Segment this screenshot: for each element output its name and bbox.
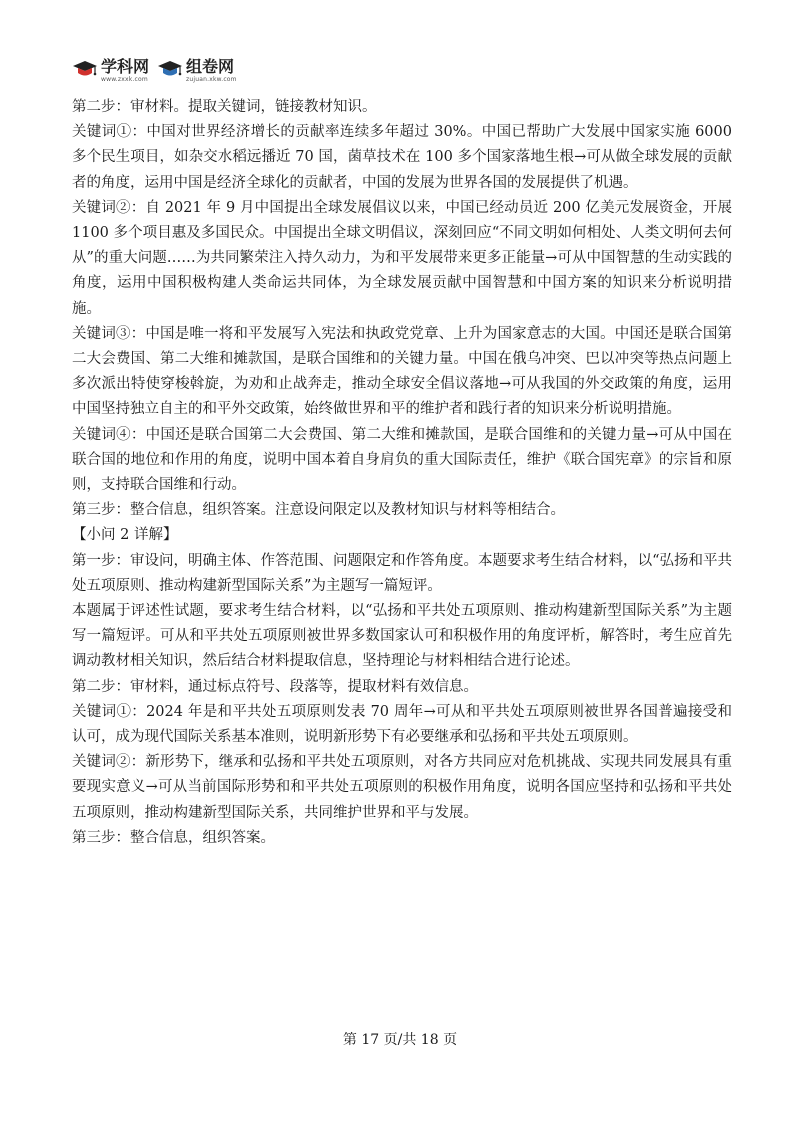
logo-name: 组卷网	[186, 57, 235, 76]
logo-xuekewang	[72, 58, 149, 83]
paragraph: 第三步：整合信息，组织答案。注意设问限定以及教材知识与材料等相结合。	[72, 502, 565, 519]
paragraph: 关键词③：中国是唯一将和平发展写入宪法和执政党党章、上升为国家意志的大国。中国还是联合国第二大会费国、第二大维和摊款国，是联合国维和的关键力量。中国在俄乌冲突、巴以冲突等热点问题上多次派出特使穿梭斡旋，为劝和止战奔走，推动全球安全倡议落地→可从我国的外交政策的角度，运用中国坚持独立自主的和平外交政策，始终做世界和平的维护者和践行者的知识来分析说明措施。	[72, 325, 732, 418]
paragraph: 第一步：审设问，明确主体、作答范围、问题限定和作答角度。本题要求考生结合材料，以“弘扬和平共处五项原则、推动构建新型国际关系”为主题写一篇短评。	[72, 552, 732, 594]
paragraph: 关键词④：中国还是联合国第二大会费国、第二大维和摊款国，是联合国维和的关键力量→可从中国在联合国的地位和作用的角度，说明中国本着自身肩负的重大国际责任，维护《联合国宪章》的宗旨和原则，支持联合国维和行动。	[72, 426, 732, 494]
paragraph: 关键词①：2024 年是和平共处五项原则发表 70 周年→可从和平共处五项原则被世界各国普遍接受和认可，成为现代国际关系基本准则，说明新形势下有必要继承和弘扬和平共处五项原则。	[72, 703, 732, 746]
paragraph: 关键词①：中国对世界经济增长的贡献率连续多年超过 30%。中国已帮助广大发展中国家实施 6000 多个民生项目，如杂交水稻远播近 70 国，菌草技术在 100 多个国家落地生根→可从做全球发展的贡献者的角度，运用中国是经济全球化的贡献者，中国的发展为世界各国的发展提供了机遇。	[72, 124, 732, 191]
logo-url: www.zxxk.com	[101, 76, 148, 83]
document-body	[72, 95, 732, 851]
graduation-cap-icon	[157, 58, 183, 82]
logo-name: 学科网	[101, 57, 150, 76]
graduation-cap-icon	[72, 58, 98, 82]
header-logos	[72, 58, 237, 92]
logo-url: zujuan.xkw.com	[186, 76, 237, 83]
paragraph: 第二步：审材料。提取关键词，链接教材知识。	[72, 99, 377, 115]
page-number: 第 17 页/共 18 页	[342, 1032, 458, 1048]
section-heading: 【小问 2 详解】	[72, 527, 178, 544]
paragraph: 第三步：整合信息，组织答案。	[72, 829, 275, 846]
paragraph: 第二步：审材料，通过标点符号、段落等，提取材料有效信息。	[72, 678, 478, 695]
paragraph: 关键词②：新形势下，继承和弘扬和平共处五项原则，对各方共同应对危机挑战、实现共同发展具有重要现实意义→可从当前国际形势和和平共处五项原则的积极作用角度，说明各国应坚持和弘扬和平共处五项原则，推动构建新型国际关系，共同维护世界和平与发展。	[72, 754, 732, 821]
paragraph: 关键词②：自 2021 年 9 月中国提出全球发展倡议以来，中国已经动员近 200 亿美元发展资金，开展 1100 多个项目惠及多国民众。中国提出全球文明倡议，深刻回应“不同文明如何相处、人类文明何去何从”的重大问题……为共同繁荣注入持久动力，为和平发展带来更多正能量→可从中国智慧的生动实践的角度，运用中国积极构建人类命运共同体，为全球发展贡献中国智慧和中国方案的知识来分析说明措施。	[72, 199, 732, 317]
paragraph: 本题属于评述性试题，要求考生结合材料，以“弘扬和平共处五项原则、推动构建新型国际关系”为主题写一篇短评。可从和平共处五项原则被世界多数国家认可和积极作用的角度评析，解答时，考生应首先调动教材相关知识，然后结合材料提取信息，坚持理论与材料相结合进行论述。	[72, 603, 732, 670]
logo-zujuanwang	[157, 58, 237, 83]
